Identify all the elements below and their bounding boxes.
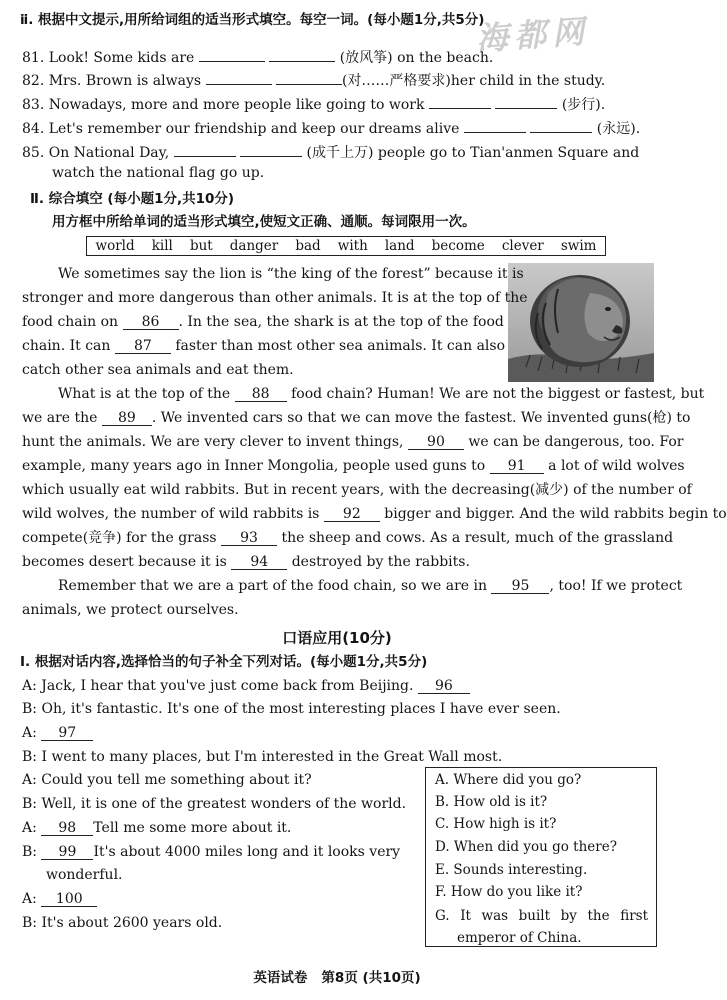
p2-line4: example, many years ago in Inner Mongolia, people used guns to 91 a lot of wild wolves <box>22 458 685 474</box>
blank-99[interactable]: 99 <box>41 842 93 860</box>
option-f: F. How do you like it? <box>435 884 583 900</box>
question-81: 81. Look! Some kids are (放风筝) on the beach. <box>22 44 493 68</box>
p2-line7: compete(竞争) for the grass 93 the sheep and cows. As a result, much of the grassland <box>22 530 674 546</box>
dialogue-line: B: I went to many places, but I'm interested in the Great Wall most. <box>22 749 503 765</box>
blank-94[interactable]: 94 <box>231 552 287 570</box>
dialogue-line: B: It's about 2600 years old. <box>22 915 223 931</box>
blank[interactable] <box>199 44 265 62</box>
question-82: 82. Mrs. Brown is always (对……严格要求)her child in the study. <box>22 67 605 91</box>
blank[interactable] <box>530 115 592 133</box>
p2-line2: we are the 89 . We invented cars so that we can move the fastest. We invented guns(枪) to <box>22 410 691 426</box>
word-option: land <box>384 238 415 254</box>
p1-line1: We sometimes say the lion is “the king of the forest” because it is <box>58 266 524 282</box>
blank-92[interactable]: 92 <box>324 504 380 522</box>
word-option: world <box>95 238 135 254</box>
dialogue-line: A: 98 Tell me some more about it. <box>22 820 292 836</box>
word-option: swim <box>560 238 597 254</box>
word-option: bad <box>295 238 321 254</box>
p3-line1: Remember that we are a part of the food chain, so we are in 95 , too! If we protect <box>58 578 683 594</box>
p2-line5: which usually eat wild rabbits. But in recent years, with the decreasing(减少) of the number of <box>22 482 692 498</box>
watermark-logo: 海都网 <box>474 12 592 58</box>
dialogue-line: A: 100 <box>22 889 97 909</box>
page-footer: 英语试卷 第8页 (共10页) <box>253 970 421 986</box>
blank-90[interactable]: 90 <box>408 432 464 450</box>
word-option: danger <box>229 238 279 254</box>
option-d: D. When did you go there? <box>435 839 617 855</box>
p1-line2: stronger and more dangerous than other animals. It is at the top of the <box>22 290 528 306</box>
blank-96[interactable]: 96 <box>418 676 470 694</box>
blank[interactable] <box>495 91 557 109</box>
blank[interactable] <box>174 139 236 157</box>
blank-100[interactable]: 100 <box>41 889 97 907</box>
options-box <box>425 767 657 947</box>
lion-image <box>508 263 654 382</box>
blank-86[interactable]: 86 <box>123 312 179 330</box>
dialogue-line: A: Jack, I hear that you've just come back from Beijing. 96 <box>22 676 470 696</box>
section-II-instruction: 用方框中所给单词的适当形式填空,使短文正确、通顺。每词限用一次。 <box>52 214 476 230</box>
word-option: but <box>189 238 213 254</box>
option-g: G. It was built by the first emperor of China. <box>435 908 648 946</box>
blank[interactable] <box>206 67 272 85</box>
option-e: E. Sounds interesting. <box>435 862 588 878</box>
section-II-header: Ⅱ. 综合填空 (每小题1分,共10分) <box>30 191 235 207</box>
word-box <box>86 236 606 256</box>
p1-line3: food chain on 86 . In the sea, the shark is at the top of the food <box>22 314 504 330</box>
blank[interactable] <box>240 139 302 157</box>
blank-91[interactable]: 91 <box>490 456 544 474</box>
blank[interactable] <box>464 115 526 133</box>
p2-line3: hunt the animals. We are very clever to invent things, 90 we can be dangerous, too. For <box>22 434 684 450</box>
option-c: C. How high is it? <box>435 816 557 832</box>
p1-line4: chain. It can 87 faster than most other sea animals. It can also <box>22 338 506 354</box>
blank-87[interactable]: 87 <box>115 336 171 354</box>
dialogue-line: B: Well, it is one of the greatest wonders of the world. <box>22 796 407 812</box>
option-a: A. Where did you go? <box>435 772 582 788</box>
blank-98[interactable]: 98 <box>41 818 93 836</box>
word-option: with <box>337 238 368 254</box>
word-option: become <box>431 238 485 254</box>
word-option: kill <box>151 238 173 254</box>
p3-line2: animals, we protect ourselves. <box>22 602 239 618</box>
blank-97[interactable]: 97 <box>41 723 93 741</box>
question-85-line2: watch the national flag go up. <box>52 165 265 181</box>
p2-line8: becomes desert because it is 94 destroyed by the rabbits. <box>22 554 470 570</box>
dialogue-line: wonderful. <box>46 867 123 883</box>
word-option: clever <box>501 238 544 254</box>
section-ii-header: ⅱ. 根据中文提示,用所给词组的适当形式填空。每空一词。(每小题1分,共5分) <box>20 12 485 28</box>
blank-93[interactable]: 93 <box>221 528 277 546</box>
blank-95[interactable]: 95 <box>491 576 549 594</box>
p2-line6: wild wolves, the number of wild rabbits is 92 bigger and bigger. And the wild rabbits begin to <box>22 506 727 522</box>
oral-section-title: 口语应用(10分) <box>282 629 392 647</box>
question-85: 85. On National Day, (成千上万) people go to Tian'anmen Square and <box>22 139 639 163</box>
dialogue-line: A: Could you tell me something about it? <box>22 772 312 788</box>
option-b: B. How old is it? <box>435 794 548 810</box>
p1-line5: catch other sea animals and eat them. <box>22 362 294 378</box>
dialogue-line: B: 99 It's about 4000 miles long and it looks very <box>22 844 401 860</box>
blank-89[interactable]: 89 <box>102 408 152 426</box>
blank[interactable] <box>269 44 335 62</box>
blank-88[interactable]: 88 <box>235 384 287 402</box>
blank[interactable] <box>276 67 342 85</box>
dialogue-line: A: 97 <box>22 723 93 743</box>
question-83: 83. Nowadays, more and more people like going to work (步行). <box>22 91 605 115</box>
oral-header: Ⅰ. 根据对话内容,选择恰当的句子补全下列对话。(每小题1分,共5分) <box>20 654 428 670</box>
p2-line1: What is at the top of the 88 food chain? Human! We are not the biggest or fastest, but <box>58 386 705 402</box>
dialogue-line: B: Oh, it's fantastic. It's one of the most interesting places I have ever seen. <box>22 701 561 717</box>
question-84: 84. Let's remember our friendship and keep our dreams alive (永远). <box>22 115 640 139</box>
blank[interactable] <box>429 91 491 109</box>
